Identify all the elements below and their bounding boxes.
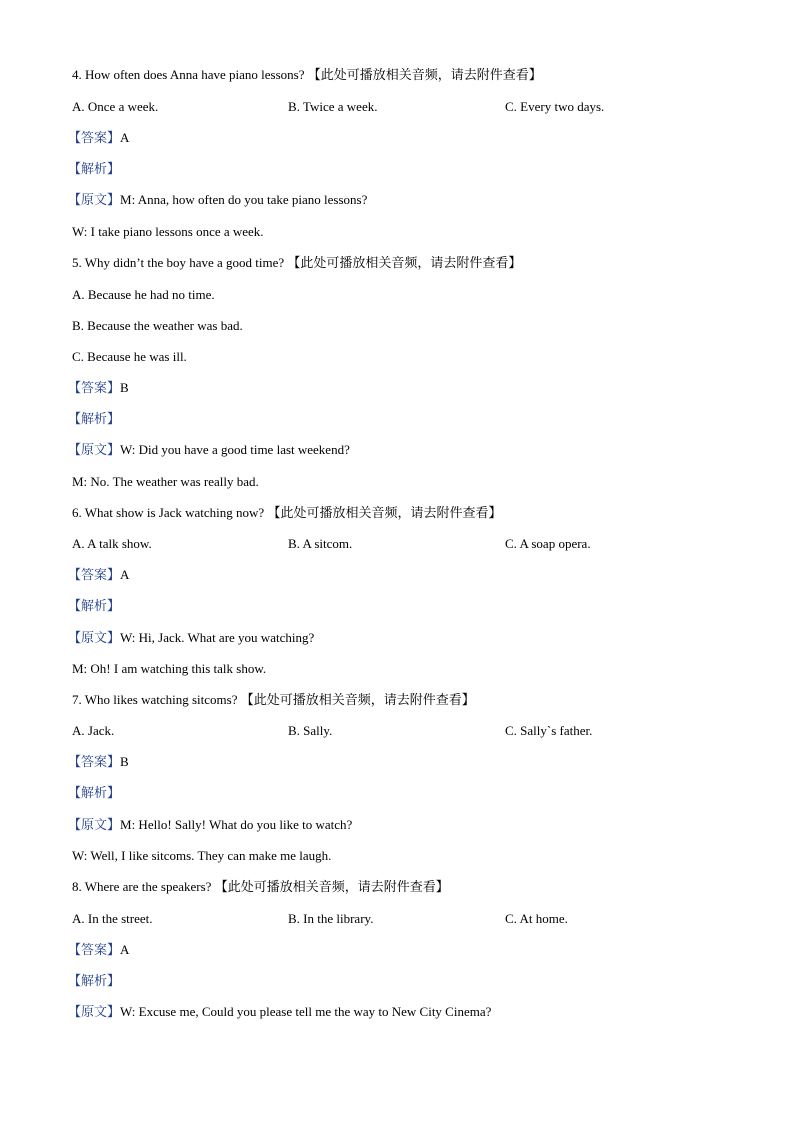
answer-value: A — [120, 942, 130, 957]
question-stem-text: 4. How often does Anna have piano lessons? — [72, 67, 305, 82]
question-6-analysis — [68, 598, 120, 615]
answer-tag: 【答案】 — [68, 568, 121, 583]
transcript-tag: 【原文】 — [68, 631, 121, 646]
question-stem-text: 8. Where are the speakers? — [72, 879, 212, 894]
answer-value: A — [120, 130, 130, 145]
question-4-transcript — [68, 192, 367, 209]
question-5-stem — [72, 255, 521, 272]
question-7-transcript — [68, 817, 352, 834]
analysis-tag: 【解析】 — [68, 412, 121, 427]
option-b: B. A sitcom. — [288, 536, 353, 551]
question-8-options — [72, 911, 692, 927]
audio-note: 【此处可播放相关音频，请去附件查看】 — [214, 880, 449, 895]
transcript-line: W: Excuse me, Could you please tell me the way to New City Cinema? — [120, 1004, 492, 1019]
question-6-options — [72, 536, 692, 552]
transcript-tag: 【原文】 — [68, 818, 121, 833]
audio-note: 【此处可播放相关音频，请去附件查看】 — [267, 506, 502, 521]
option-c: C. A soap opera. — [505, 536, 591, 551]
transcript-line: W: Well, I like sitcoms. They can make me laugh. — [72, 848, 332, 863]
option-c: C. Every two days. — [505, 99, 605, 114]
question-5-transcript — [68, 442, 350, 459]
answer-value: B — [120, 754, 129, 769]
option-a: A. Once a week. — [72, 99, 159, 114]
audio-note: 【此处可播放相关音频，请去附件查看】 — [307, 68, 542, 83]
question-5-analysis — [68, 411, 120, 428]
analysis-tag: 【解析】 — [68, 162, 121, 177]
question-7-analysis — [68, 785, 120, 802]
audio-note: 【此处可播放相关音频，请去附件查看】 — [287, 256, 522, 271]
transcript-tag: 【原文】 — [68, 443, 121, 458]
analysis-tag: 【解析】 — [68, 599, 121, 614]
question-stem-text: 5. Why didn’t the boy have a good time? — [72, 255, 285, 270]
question-6-stem — [72, 505, 501, 522]
question-7-options — [72, 723, 692, 739]
option-c: C. Sally`s father. — [505, 723, 593, 738]
option-b: B. In the library. — [288, 911, 374, 926]
option-a: A. Because he had no time. — [72, 287, 215, 302]
question-stem-text: 7. Who likes watching sitcoms? — [72, 692, 238, 707]
transcript-line: M: Oh! I am watching this talk show. — [72, 661, 267, 676]
option-b: B. Sally. — [288, 723, 333, 738]
audio-note: 【此处可播放相关音频，请去附件查看】 — [240, 693, 475, 708]
question-stem-text: 6. What show is Jack watching now? — [72, 505, 265, 520]
analysis-tag: 【解析】 — [68, 786, 121, 801]
question-4-answer — [68, 130, 129, 147]
transcript-line: W: Hi, Jack. What are you watching? — [120, 630, 315, 645]
option-c: C. Because he was ill. — [72, 349, 187, 364]
option-a: A. A talk show. — [72, 536, 152, 551]
question-5-answer — [68, 380, 129, 397]
transcript-tag: 【原文】 — [68, 1005, 121, 1020]
question-6-answer — [68, 567, 129, 584]
option-b: B. Because the weather was bad. — [72, 318, 243, 333]
answer-value: B — [120, 380, 129, 395]
transcript-line: M: Hello! Sally! What do you like to watch? — [120, 817, 353, 832]
question-4-analysis — [68, 161, 120, 178]
option-a: A. Jack. — [72, 723, 115, 738]
transcript-line: M: No. The weather was really bad. — [72, 474, 259, 489]
analysis-tag: 【解析】 — [68, 974, 121, 989]
option-a: A. In the street. — [72, 911, 153, 926]
question-4-stem — [72, 67, 542, 84]
question-6-transcript — [68, 630, 314, 647]
option-c: C. At home. — [505, 911, 568, 926]
answer-tag: 【答案】 — [68, 131, 121, 146]
question-4-options — [72, 99, 692, 115]
answer-tag: 【答案】 — [68, 755, 121, 770]
question-8-transcript — [68, 1004, 491, 1021]
answer-value: A — [120, 567, 130, 582]
answer-tag: 【答案】 — [68, 381, 121, 396]
answer-tag: 【答案】 — [68, 943, 121, 958]
question-8-stem — [72, 879, 449, 896]
transcript-line: W: Did you have a good time last weekend? — [120, 442, 350, 457]
transcript-line: W: I take piano lessons once a week. — [72, 224, 264, 239]
transcript-tag: 【原文】 — [68, 193, 121, 208]
question-7-stem — [72, 692, 475, 709]
question-8-answer — [68, 942, 129, 959]
transcript-line: M: Anna, how often do you take piano lessons? — [120, 192, 368, 207]
option-b: B. Twice a week. — [288, 99, 378, 114]
question-7-answer — [68, 754, 129, 771]
question-8-analysis — [68, 973, 120, 990]
